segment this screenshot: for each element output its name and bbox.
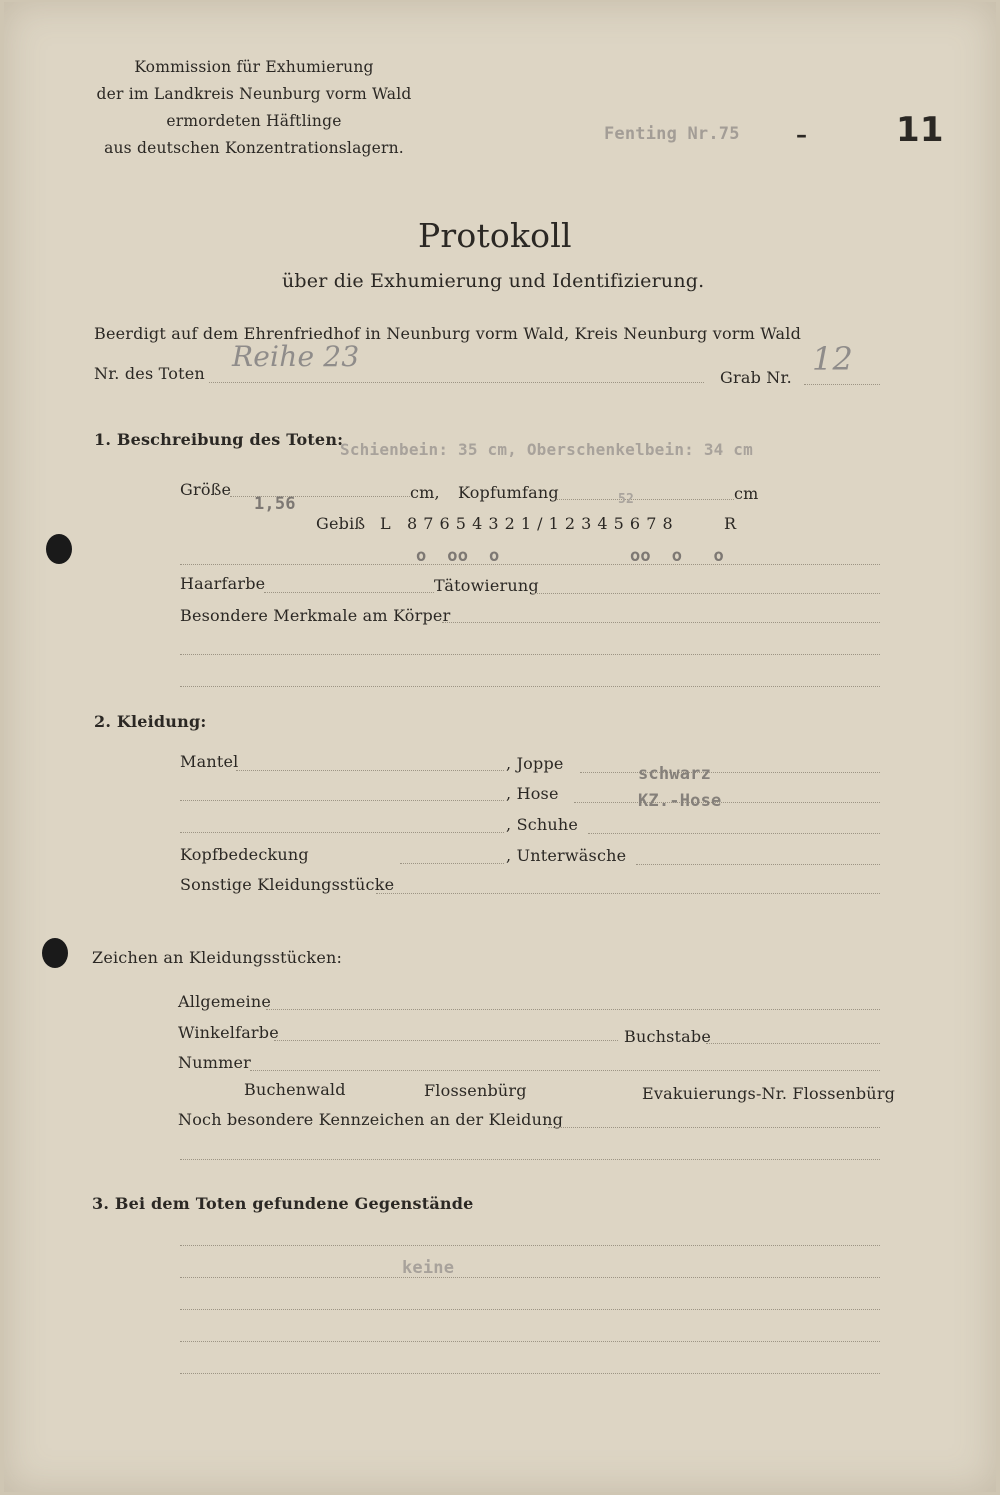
letter-label: Buchstabe [624,1027,712,1046]
trousers-label: , Hose [506,784,559,803]
evacuation-number-label: Evakuierungs-Nr. Flossenbürg [642,1084,896,1103]
header-line-1: Kommission für Exhumierung [134,58,374,76]
head-circumference-label: Kopfumfang [458,483,559,502]
flossenburg-label: Flossenbürg [424,1081,527,1100]
typed-description: Schienbein: 35 cm, Oberschenkelbein: 34 cm [340,440,753,459]
section-2-heading: 2. Kleidung: [94,712,207,731]
punch-hole-bottom [42,938,68,968]
teeth-label: Gebiß [316,514,366,533]
section-1-heading: 1. Beschreibung des Toten: [94,430,344,449]
jacket-label: , Joppe [506,754,564,773]
section-3-heading: 3. Bei dem Toten gefundene Gegenstände [92,1194,474,1213]
header-line-3: ermordeten Häftlinge [166,112,342,130]
cm-label-1: cm, [410,483,440,502]
underwear-label: , Unterwäsche [506,846,627,865]
stamp-mark: – [796,122,808,148]
burial-text: Beerdigt auf dem Ehrenfriedhof in Neunburg vorm Wald, Kreis Neunburg vorm Wald [94,324,802,343]
number-label: Nummer [178,1053,251,1072]
cm-label-2: cm [734,484,759,503]
teeth-right-label: R [724,514,737,533]
coat-label: Mantel [180,752,239,771]
page-subtitle: über die Exhumierung und Identifizierung. [282,270,705,292]
teeth-marks-right: oo o o [630,546,724,566]
teeth-left-label: L [380,514,391,533]
special-marks-label: Besondere Merkmale am Körper [180,606,451,625]
hair-color-label: Haarfarbe [180,574,266,593]
head-circumference-value: 52 [618,492,635,507]
teeth-marks-left: o oo o [416,546,500,566]
clothing-marks-heading: Zeichen an Kleidungsstücken: [92,948,343,967]
jacket-value: schwarz [638,764,712,784]
header-line-2: der im Landkreis Neunburg vorm Wald [96,85,412,103]
dead-number-value: Reihe 23 [232,340,360,373]
headgear-label: Kopfbedeckung [180,845,309,864]
size-label: Größe [180,480,232,499]
punch-hole-top [46,534,72,564]
grave-number-label: Grab Nr. [720,368,792,387]
size-value: 1,56 [254,494,296,514]
header-line-4: aus deutschen Konzentrationslagern. [104,139,404,157]
found-items-value: keine [402,1258,455,1278]
teeth-numbers: 8 7 6 5 4 3 2 1 / 1 2 3 4 5 6 7 8 [407,514,674,533]
trousers-value: KZ.-Hose [638,791,722,811]
dead-number-label: Nr. des Toten [94,364,205,383]
document-page [4,2,996,1492]
page-number: 11 [896,110,944,150]
other-marks-label: Noch besondere Kennzeichen an der Kleidung [178,1110,564,1129]
stamp-reference: Fenting Nr.75 [604,124,740,144]
page-title: Protokoll [418,216,572,255]
triangle-color-label: Winkelfarbe [178,1023,279,1042]
tattoo-label: Tätowierung [434,576,539,595]
grave-number-value: 12 [812,340,854,378]
buchenwald-label: Buchenwald [244,1080,346,1099]
shoes-label: , Schuhe [506,815,579,834]
other-clothing-label: Sonstige Kleidungsstücke [180,875,395,894]
general-label: Allgemeine [178,992,272,1011]
